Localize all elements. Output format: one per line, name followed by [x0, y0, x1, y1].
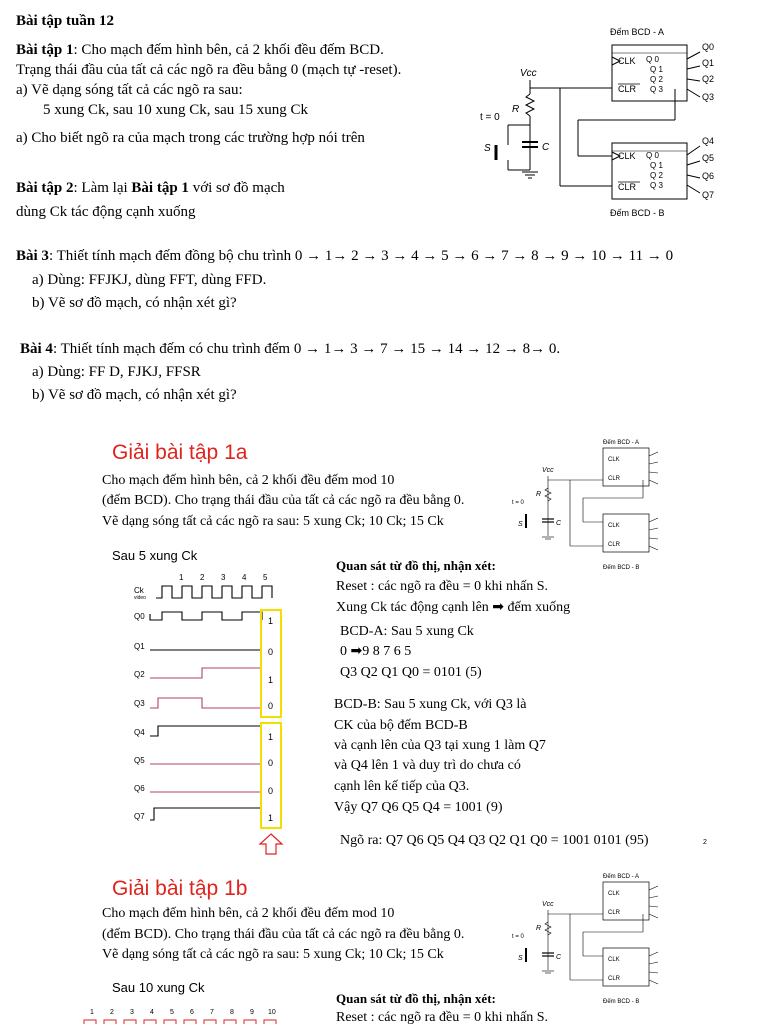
out-q4: Q4: [702, 136, 715, 146]
ex3-a: a) Dùng: FFJKJ, dùng FFT, dùng FFD.: [32, 272, 267, 288]
counter-a-q2: Q 2: [650, 75, 663, 84]
sol1a-line2: (đếm BCD). Cho trạng thái đầu của tất cả các ngõ ra đều bằng 0.: [102, 493, 465, 508]
r-label: R: [512, 104, 520, 115]
clock-numbers: [179, 573, 268, 582]
out-q1: Q1: [702, 58, 715, 68]
out-q5: Q5: [702, 153, 715, 163]
wave-q4: [150, 726, 262, 736]
out-q2: Q2: [702, 74, 715, 84]
sol1b-title: Giải bài tập 1b: [112, 877, 248, 900]
value-q0: 1: [268, 616, 274, 626]
label-q7: Q7: [134, 812, 145, 821]
bcda-title: BCD-A: Sau 5 xung Ck: [340, 624, 474, 639]
sol1b-line1: Cho mạch đếm hình bên, cả 2 khối đều đếm mod 10: [102, 906, 395, 921]
wave-q3: [150, 698, 262, 708]
counter-a-q0: Q 0: [646, 55, 659, 64]
ex1-a1: a) Vẽ dạng sóng tất cả các ngõ ra sau:: [16, 82, 243, 98]
ex4-text: Bài 4: Thiết tính mạch đếm có chu trình đếm 0 → 1→ 3 → 7 → 15 → 14 → 12 → 8→ 0.: [20, 341, 561, 357]
ex1-line1: Bài tập 1: Cho mạch đếm hình bên, cả 2 khối đều đếm BCD.: [16, 42, 384, 58]
ck2-num-5: 5: [170, 1009, 174, 1016]
value-q7: 1: [268, 813, 274, 823]
sm2-s: S: [518, 955, 523, 962]
sm2-r: R: [536, 925, 542, 932]
s-label: S: [484, 143, 491, 154]
ex1-a1-detail: 5 xung Ck, sau 10 xung Ck, sau 15 xung Ck: [43, 102, 309, 118]
sm-s: S: [518, 521, 523, 528]
label-q4: Q4: [134, 728, 145, 737]
label-q3: Q3: [134, 699, 145, 708]
bcdb-line3: và cạnh lên của Q3 tại xung 1 làm Q7: [334, 738, 546, 753]
ex2-line1: Bài tập 2: Làm lại Bài tập 1 với sơ đồ mạch: [16, 180, 285, 196]
value-q5: 0: [268, 758, 274, 768]
ck2-num-9: 9: [250, 1009, 254, 1016]
bcdb-line5: cạnh lên kế tiếp của Q3.: [334, 779, 470, 794]
sm-clr-b: CLR: [608, 542, 621, 548]
bcdb-line1: BCD-B: Sau 5 xung Ck, với Q3 là: [334, 697, 527, 712]
bcda-result: Q3 Q2 Q1 Q0 = 0101 (5): [340, 665, 482, 680]
label-ck: Ck: [134, 586, 144, 595]
value-q1: 0: [268, 647, 274, 657]
label-ck-sub: video: [134, 595, 146, 601]
sm-r: R: [536, 491, 542, 498]
bcda-seq: 0 ➡9 8 7 6 5: [340, 644, 412, 659]
ex1-line2: Trạng thái đầu của tất cả các ngõ ra đều bằng 0 (mạch tự -reset).: [16, 62, 402, 78]
ck2-num-10: 10: [268, 1009, 276, 1016]
bcdb-line4: và Q4 lên 1 và duy trì do chưa có: [334, 758, 521, 773]
sm-vcc: Vcc: [542, 467, 554, 474]
ex3-text: Bài 3: Thiết tính mạch đếm đồng bộ chu trình 0 → 1→ 2 → 3 → 4 → 5 → 6 → 7 → 8 → 9 → 10 → 11 → 0: [16, 248, 674, 264]
counter-a-q3: Q 3: [650, 85, 663, 94]
label-q2: Q2: [134, 670, 145, 679]
counter-b-clk: CLK: [618, 151, 636, 161]
obs2-1a: Xung Ck tác động cạnh lên ➡ đếm xuống: [336, 600, 571, 615]
ck2-num-7: 7: [210, 1009, 214, 1016]
sm2-clr-b: CLR: [608, 976, 621, 982]
waveform-1b: [40, 1004, 290, 1024]
sol1b-line2: (đếm BCD). Cho trạng thái đầu của tất cả các ngõ ra đều bằng 0.: [102, 927, 465, 942]
bcdb-line6: Vậy Q7 Q6 Q5 Q4 = 1001 (9): [334, 800, 503, 815]
sm2-t0: t = 0: [512, 934, 524, 940]
obs1-1b: Reset : các ngõ ra đều = 0 khi nhấn S.: [336, 1010, 549, 1025]
ck-num-3: 3: [221, 573, 226, 582]
t0-label: t = 0: [480, 112, 500, 123]
value-q3: 0: [268, 701, 274, 711]
out-q3: Q3: [702, 92, 715, 102]
week-title: Bài tập tuần 12: [16, 13, 114, 29]
sm-c: C: [556, 520, 562, 527]
value-q6: 0: [268, 786, 274, 796]
ck2-num-4: 4: [150, 1009, 154, 1016]
sol1a-line1: Cho mạch đếm hình bên, cả 2 khối đều đếm mod 10: [102, 473, 395, 488]
wave-ck: [156, 586, 272, 598]
sol1a-title: Giải bài tập 1a: [112, 441, 248, 464]
vcc-label: Vcc: [520, 68, 537, 79]
sm-clr-a: CLR: [608, 476, 621, 482]
label-q1: Q1: [134, 642, 145, 651]
label-q5: Q5: [134, 756, 145, 765]
out-q6: Q6: [702, 171, 715, 181]
circuit-diagram-1a: [508, 436, 680, 576]
obs1-1a: Reset : các ngõ ra đều = 0 khi nhấn S.: [336, 579, 549, 594]
circuit-diagram-1b: [508, 870, 680, 1010]
sol1b-line3: Vẽ dạng sóng tất cả các ngõ ra sau: 5 xung Ck; 10 Ck; 15 Ck: [102, 947, 444, 962]
ck2-num-3: 3: [130, 1009, 134, 1016]
label-q6: Q6: [134, 784, 145, 793]
counter-b-q3: Q 3: [650, 181, 663, 190]
wave-q2: [150, 668, 262, 678]
obs-title-1b: Quan sát từ đồ thị, nhận xét:: [336, 991, 496, 1006]
wave-q0: [150, 612, 262, 620]
ck-num-5: 5: [263, 573, 268, 582]
counter-b-clr: CLR: [618, 182, 637, 192]
counter-b-q2: Q 2: [650, 171, 663, 180]
out-q7: Q7: [702, 190, 715, 200]
out-q0: Q0: [702, 42, 715, 52]
sol1a-wave-title: Sau 5 xung Ck: [112, 548, 198, 563]
sm-counter-a-label: Đếm BCD - A: [603, 440, 640, 446]
ex4-a: a) Dùng: FF D, FJKJ, FFSR: [32, 364, 201, 380]
c-label: C: [542, 142, 550, 153]
sm-t0: t = 0: [512, 500, 524, 506]
sm2-c: C: [556, 954, 562, 961]
counter-b-q0: Q 0: [646, 151, 659, 160]
sol1b-wave-title: Sau 10 xung Ck: [112, 980, 205, 995]
sm2-counter-a-label: Đếm BCD - A: [603, 874, 640, 880]
ex2-line2: dùng Ck tác động cạnh xuống: [16, 204, 196, 220]
sol1a-line3: Vẽ dạng sóng tất cả các ngõ ra sau: 5 xung Ck; 10 Ck; 15 Ck: [102, 514, 444, 529]
circuit-diagram-main: [470, 20, 768, 225]
value-q4: 1: [268, 732, 274, 742]
counter-b-label: Đếm BCD - B: [610, 208, 665, 218]
wave-q7: [150, 808, 262, 820]
ex4-b: b) Vẽ sơ đồ mạch, có nhận xét gì?: [32, 387, 237, 403]
read-up-arrow-icon: [258, 832, 284, 856]
sm-clk-a: CLK: [608, 457, 620, 463]
sol1a-output: Ngõ ra: Q7 Q6 Q5 Q4 Q3 Q2 Q1 Q0 = 1001 0101 (95): [340, 833, 649, 848]
obs-title-1a: Quan sát từ đồ thị, nhận xét:: [336, 558, 496, 573]
sm2-clk-b: CLK: [608, 957, 620, 963]
ck2-num-6: 6: [190, 1009, 194, 1016]
counter-b-q1: Q 1: [650, 161, 663, 170]
bcdb-line2: CK của bộ đếm BCD-B: [334, 718, 468, 733]
counter-a-clk: CLK: [618, 56, 636, 66]
counter-a-q1: Q 1: [650, 65, 663, 74]
ck-num-1: 1: [179, 573, 184, 582]
sm2-counter-b-label: Đếm BCD - B: [603, 999, 640, 1005]
sm-clk-b: CLK: [608, 523, 620, 529]
counter-a-clr: CLR: [618, 84, 637, 94]
sm2-clk-a: CLK: [608, 891, 620, 897]
ck2-num-2: 2: [110, 1009, 114, 1016]
sm2-vcc: Vcc: [542, 901, 554, 908]
ck-num-4: 4: [242, 573, 247, 582]
ex1-a2: a) Cho biết ngõ ra của mạch trong các trường hợp nói trên: [16, 130, 365, 146]
sm2-clr-a: CLR: [608, 910, 621, 916]
value-q2: 1: [268, 675, 274, 685]
ex3-b: b) Vẽ sơ đồ mạch, có nhận xét gì?: [32, 295, 237, 311]
counter-a-label: Đếm BCD - A: [610, 27, 665, 37]
page-number: 2: [703, 839, 707, 846]
sm-counter-b-label: Đếm BCD - B: [603, 565, 640, 571]
ck2-num-1: 1: [90, 1009, 94, 1016]
label-q0: Q0: [134, 612, 145, 621]
ck-num-2: 2: [200, 573, 205, 582]
ck2-num-8: 8: [230, 1009, 234, 1016]
